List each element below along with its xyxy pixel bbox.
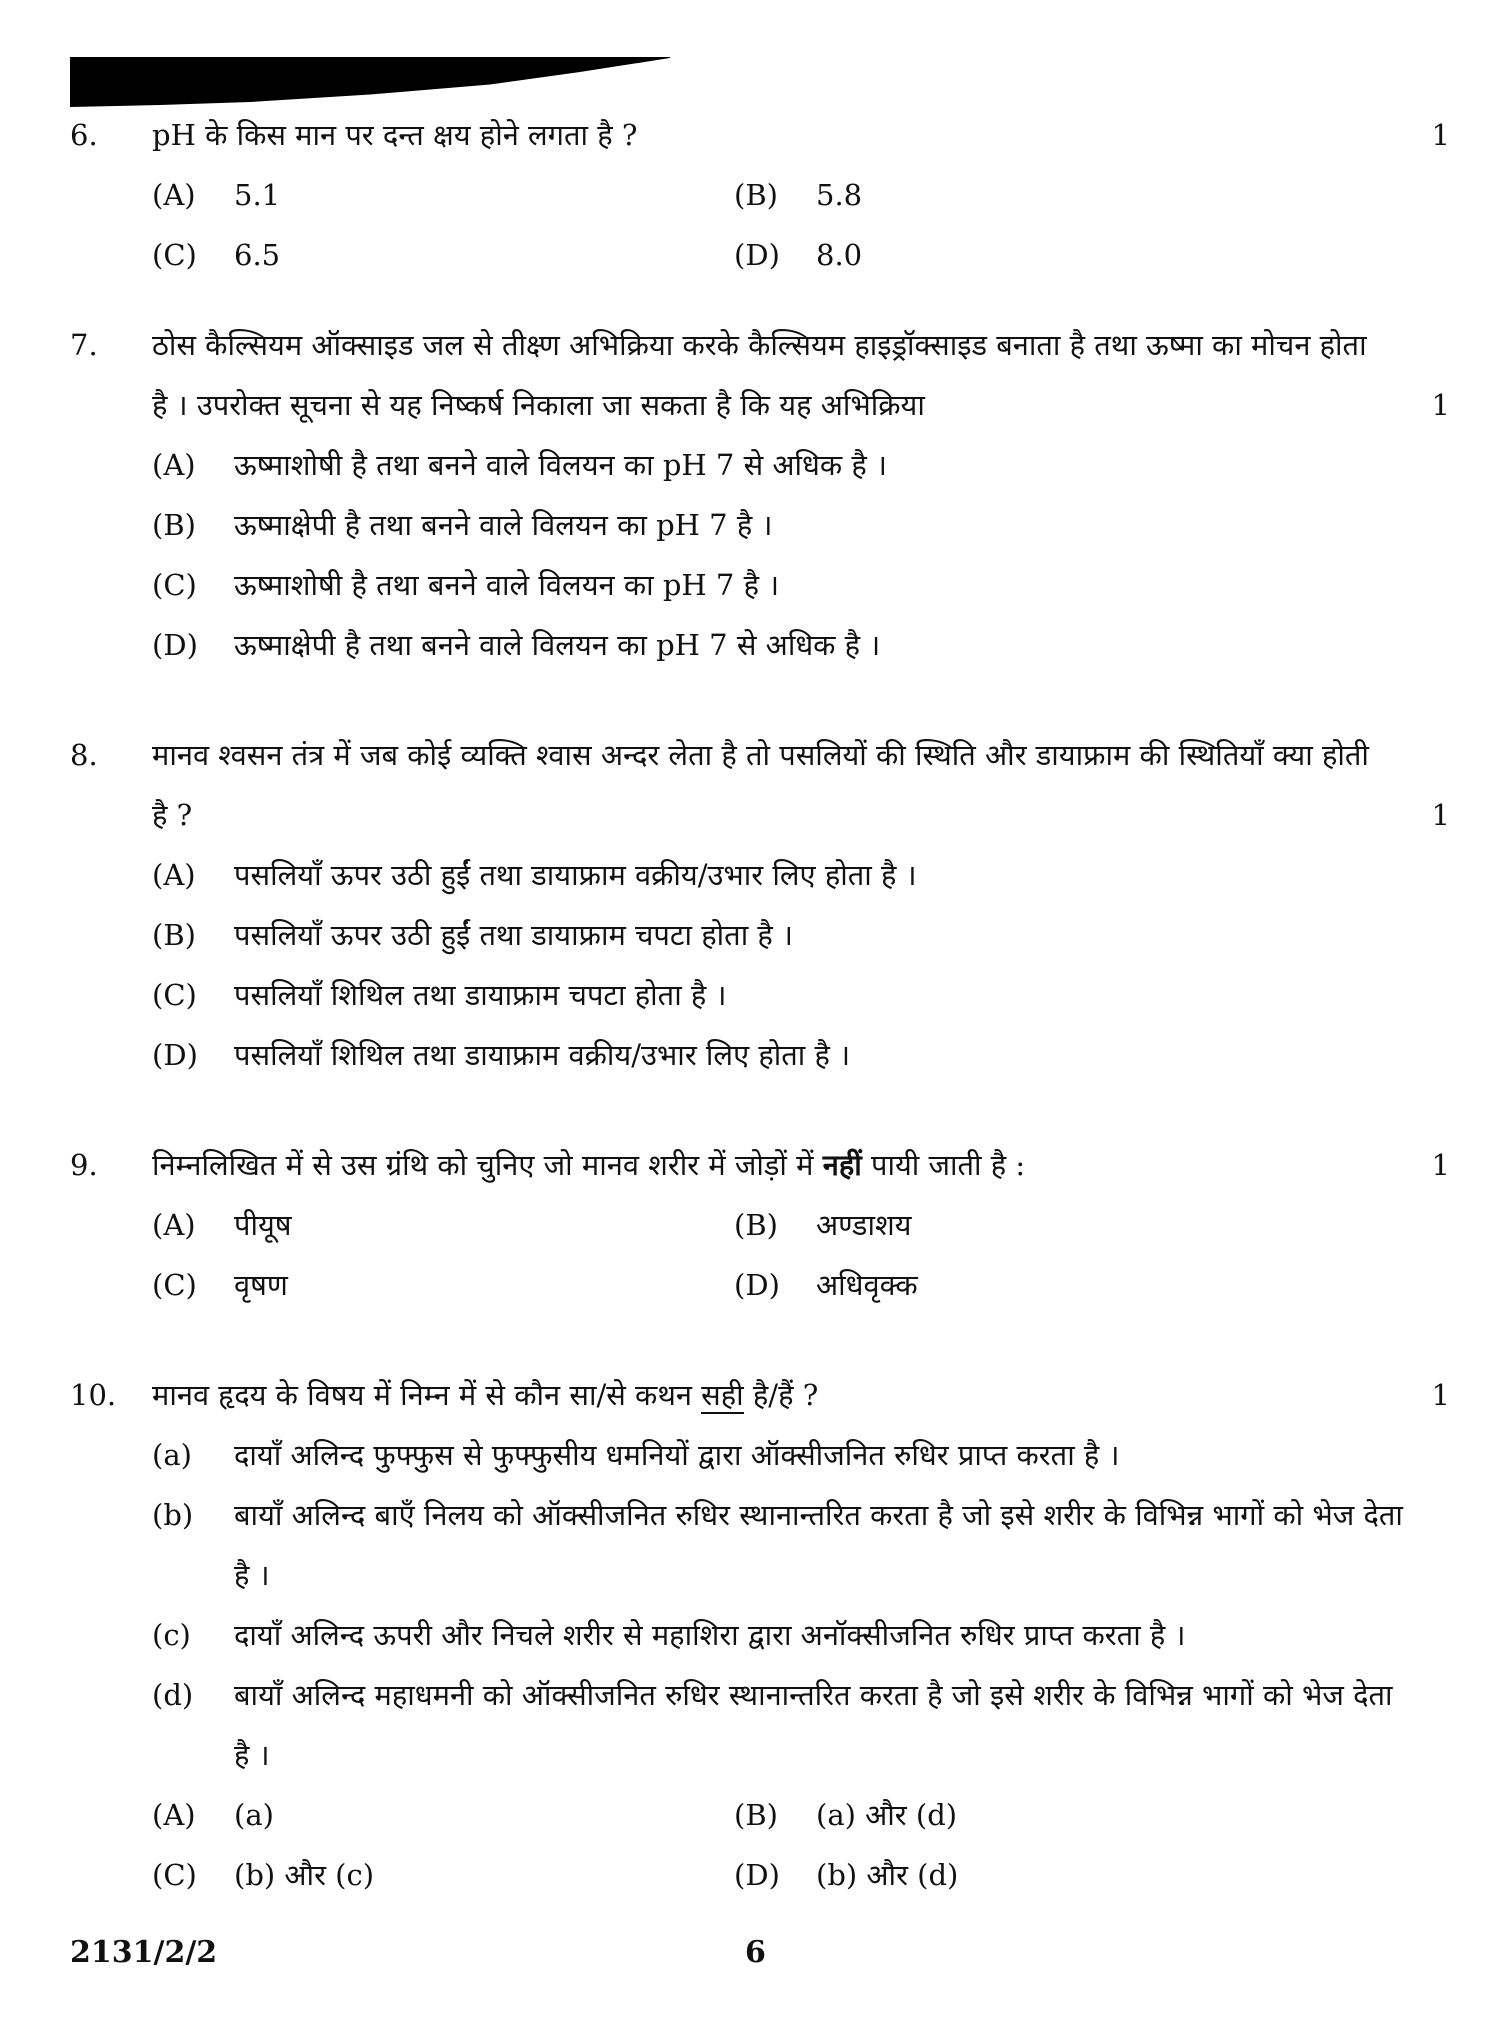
option-text: पसलियाँ ऊपर उठी हुईं तथा डायाफ्राम वक्रीय/उभार लिए होता है । [234,858,917,892]
option-b[interactable] [70,905,1450,965]
option-d[interactable] [734,1255,1316,1315]
emphasis-not: नहीं [822,1148,862,1182]
statement-label: (c) [152,1618,191,1652]
option-text: पीयूष [234,1208,292,1242]
marks: 1 [1431,798,1450,832]
option-d[interactable] [70,615,1450,675]
option-label: (A) [152,448,196,482]
statement-label: (b) [152,1498,194,1532]
option-label: (A) [152,1798,196,1832]
option-label: (C) [152,1268,197,1302]
option-text: ऊष्माशोषी है तथा बनने वाले विलयन का pH 7 है । [234,568,780,602]
option-label: (D) [734,1858,780,1892]
marks: 1 [1431,388,1450,422]
question-number: 7. [70,328,98,362]
question-number: 6. [70,118,98,152]
option-label: (D) [152,1038,198,1072]
question-7 [70,315,1450,675]
option-c[interactable] [152,1845,734,1905]
option-d[interactable] [734,1845,1316,1905]
statement-a [70,1425,1450,1485]
option-text: पसलियाँ ऊपर उठी हुईं तथा डायाफ्राम चपटा होता है । [234,918,794,952]
question-text-part: मानव हृदय के विषय में निम्न में से कौन सा/से कथन [152,1378,702,1412]
option-a[interactable] [70,435,1450,495]
option-label: (C) [152,1858,197,1892]
option-label: (C) [152,568,197,602]
statement-label: (d) [152,1678,194,1712]
option-text: ऊष्माशोषी है तथा बनने वाले विलयन का pH 7 से अधिक है । [234,448,887,482]
question-10 [70,1365,1450,1905]
question-text: ठोस कैल्सियम ऑक्साइड जल से तीक्ष्ण अभिक्रिया करके कैल्सियम हाइड्रॉक्साइड बनाता है तथा ऊष्मा का मोचन होता है । उपरोक्त सूचना से यह निष्कर्ष निकाला जा सकता है कि यह अभिक्रिया [152,328,1367,422]
option-c[interactable] [152,225,734,285]
option-b[interactable] [734,1195,1316,1255]
question-text [152,1135,1420,1195]
question-text-part: निम्नलिखित में से उस ग्रंथि को चुनिए जो मानव शरीर में जोड़ों में [152,1148,823,1182]
option-label: (B) [734,1208,778,1242]
option-label: (A) [152,858,196,892]
option-a[interactable] [152,1785,734,1845]
option-text: (b) और (c) [234,1858,375,1892]
option-label: (B) [152,508,196,542]
marks: 1 [1431,118,1450,152]
option-text: (b) और (d) [816,1858,959,1892]
option-a[interactable] [152,165,734,225]
option-b[interactable] [734,165,1316,225]
option-label: (C) [152,238,197,272]
statement-text: बायाँ अलिन्द बाएँ निलय को ऑक्सीजनित रुधिर स्थानान्तरित करता है जो इसे शरीर के विभिन्न भागों को भेज देता है । [234,1498,1403,1592]
marks: 1 [1431,1148,1450,1182]
page-number: 6 [745,1935,766,1970]
emphasis-correct: सही [701,1378,744,1412]
option-label: (B) [152,918,196,952]
option-text: ऊष्माक्षेपी है तथा बनने वाले विलयन का pH 7 से अधिक है । [234,628,881,662]
marks: 1 [1431,1378,1450,1412]
option-label: (C) [152,978,197,1012]
option-text: वृषण [234,1268,288,1302]
option-text: 5.8 [816,178,863,212]
statement-text: बायाँ अलिन्द महाधमनी को ऑक्सीजनित रुधिर स्थानान्तरित करता है जो इसे शरीर के विभिन्न भागों को भेज देता है । [234,1678,1393,1772]
question-text: pH के किस मान पर दन्त क्षय होने लगता है ? [152,118,638,152]
option-text: अधिवृक्क [816,1268,918,1302]
option-a[interactable] [70,845,1450,905]
option-text: 8.0 [816,238,863,272]
option-label: (B) [734,1798,778,1832]
option-b[interactable] [734,1785,1316,1845]
question-number: 9. [70,1148,98,1182]
option-d[interactable] [734,225,1316,285]
question-text-part: पायी जाती है : [861,1148,1026,1182]
option-text: (a) [234,1798,274,1832]
question-text [152,1365,1420,1425]
question-number: 10. [70,1378,117,1412]
redaction-bar [70,57,670,107]
question-8 [70,725,1450,1085]
option-text: पसलियाँ शिथिल तथा डायाफ्राम वक्रीय/उभार लिए होता है । [234,1038,851,1072]
option-label: (B) [734,178,778,212]
option-text: 6.5 [234,238,281,272]
statement-label: (a) [152,1438,192,1472]
statement-text: दायाँ अलिन्द फुफ्फुस से फुफ्फुसीय धमनियों द्वारा ऑक्सीजनित रुधिर प्राप्त करता है । [234,1438,1120,1472]
option-text: 5.1 [234,178,281,212]
option-label: (D) [734,1268,780,1302]
option-label: (D) [734,238,780,272]
option-text: ऊष्माक्षेपी है तथा बनने वाले विलयन का pH 7 है । [234,508,773,542]
question-6 [70,105,1450,285]
statement-c [70,1605,1450,1665]
option-c[interactable] [152,1255,734,1315]
option-label: (A) [152,1208,196,1242]
option-text: (a) और (d) [816,1798,958,1832]
option-c[interactable] [70,965,1450,1025]
statement-d [70,1665,1450,1785]
option-text: अण्डाशय [816,1208,912,1242]
statement-b [70,1485,1450,1605]
question-text: मानव श्वसन तंत्र में जब कोई व्यक्ति श्वास अन्दर लेता है तो पसलियों की स्थिति और डायाफ्राम की स्थितियाँ क्या होती है ? [152,738,1369,832]
option-d[interactable] [70,1025,1450,1085]
option-b[interactable] [70,495,1450,555]
statement-text: दायाँ अलिन्द ऊपरी और निचले शरीर से महाशिरा द्वारा अनॉक्सीजनित रुधिर प्राप्त करता है । [234,1618,1186,1652]
option-c[interactable] [70,555,1450,615]
question-text-part: है/हैं ? [743,1378,819,1412]
option-a[interactable] [152,1195,734,1255]
option-label: (D) [152,628,198,662]
question-9 [70,1135,1450,1315]
option-label: (A) [152,178,196,212]
option-text: पसलियाँ शिथिल तथा डायाफ्राम चपटा होता है । [234,978,727,1012]
paper-code: 2131/2/2 [70,1935,218,1970]
question-number: 8. [70,738,98,772]
